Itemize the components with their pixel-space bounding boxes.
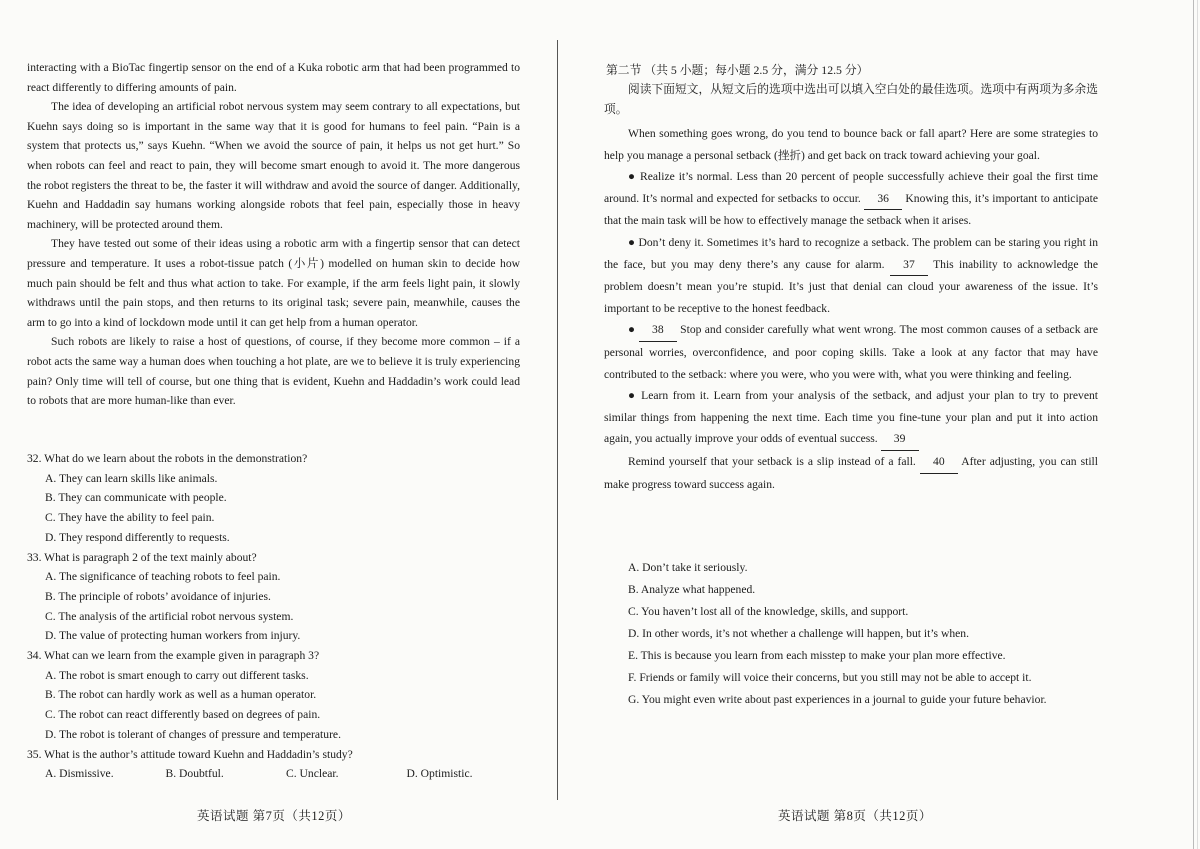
intro-paragraph: When something goes wrong, do you tend to bounce back or fall apart? Here are some strategies to help you manage a personal setback (挫折) and get back on track toward achieving your goal. [604,127,1098,162]
answer-option[interactable]: B. The principle of robots’ avoidance of injuries. [45,589,271,603]
paragraph-text: ● Realize it’s normal. Less than 20 percent of people successfully achieve their goal the first time around. It’s normal and expected for setbacks to occur. [604,170,1098,205]
blank-40[interactable]: 40 [920,451,958,474]
option-item[interactable]: D. In other words, it’s not whether a challenge will happen, but it’s when. [628,627,969,640]
option-item[interactable]: B. Analyze what happened. [628,583,756,596]
answer-option[interactable]: D. Optimistic. [406,767,473,781]
blank-37[interactable]: 37 [890,254,928,277]
blank-39[interactable]: 39 [881,428,919,451]
question-32 [27,449,527,548]
answer-option[interactable]: C. The analysis of the artificial robot nervous system. [45,609,294,623]
reading-passage [27,58,520,411]
instructions [604,80,1098,120]
paragraph-text: Stop and consider carefully what went wrong. The most common causes of a setback are personal worries, overconfidence, and poor coping skills. Take a look at any factor that may have contributed to the setback: where you were, who you were with, what you were thinking and feeling. [604,323,1098,381]
instruction-text: 阅读下面短文，从短文后的选项中选出可以填入空白处的最佳选项。选项中有两项为多余选项。 [604,83,1098,116]
answer-option[interactable]: D. The robot is tolerant of changes of pressure and temperature. [45,727,341,741]
option-item[interactable]: C. You haven’t lost all of the knowledge, skills, and support. [628,605,909,618]
paragraph-text: After adjusting, you can still make progress toward success again. [604,454,1098,491]
answer-option[interactable]: A. Dismissive. [45,767,114,781]
question-stem: 34. What can we learn from the example given in paragraph 3? [27,649,320,663]
answer-option[interactable]: A. The robot is smart enough to carry out different tasks. [45,668,309,682]
question-stem: 35. What is the author’s attitude toward Kuehn and Haddadin’s study? [27,747,353,761]
option-item[interactable]: G. You might even write about past experiences in a journal to guide your future behavior. [628,693,1047,706]
answer-option[interactable]: B. Doubtful. [165,767,224,781]
answer-option-row [27,764,527,784]
answer-option[interactable]: B. They can communicate with people. [45,491,227,505]
strategy-paragraph-4 [604,385,1098,451]
paragraph-text: Remind yourself that your setback is a slip instead of a fall. [628,454,916,468]
answer-option[interactable]: C. Unclear. [286,767,339,781]
paragraph-text: Knowing this, it’s important to anticipate that the main task will be how to effectively manage the setback when it arises. [604,191,1098,228]
question-stem: 32. What do we learn about the robots in the demonstration? [27,452,308,465]
question-33 [27,548,527,647]
passage-paragraph: Such robots are likely to raise a host of questions, of course, if they become more common – if a robot acts the same way a human does when touching a hot plate, are we to believe it is truly experiencing pain? Only time will tell of course, but one thing that is evident, Kuehn and Haddadin’s work could lead to robots that are more human-like than ever. [27,335,520,408]
page-footer: 英语试题 第8页（共12页） [778,809,932,823]
question-35 [27,745,527,784]
section-title: 第二节 （共 5 小题；每小题 2.5 分，满分 12.5 分） [606,63,869,77]
answer-option[interactable]: D. The value of protecting human workers from injury. [45,629,301,643]
option-item[interactable]: F. Friends or family will voice their concerns, but you still may not be able to accept it. [628,671,1032,684]
closing-paragraph [604,451,1098,495]
passage-paragraph: interacting with a BioTac fingertip sensor on the end of a Kuka robotic arm that had been programmed to react differently to differing amounts of pain. [27,61,520,94]
page-footer: 英语试题 第7页（共12页） [197,809,351,823]
strategy-paragraph-1 [604,166,1098,232]
answer-option[interactable]: A. The significance of teaching robots to feel pain. [45,570,281,584]
paragraph-text: ● Don’t deny it. Sometimes it’s hard to recognize a setback. The problem can be staring you right in the face, but you may deny there’s any cause for alarm. [604,235,1098,271]
question-list [27,449,527,784]
paragraph-text: This inability to acknowledge the problem doesn’t mean you’re stupid. It’s just that denial can cloud your awareness of the issue. It’s important to be receptive to the honest feedback. [604,257,1098,315]
passage-paragraph: They have tested out some of their ideas using a robotic arm with a fingertip sensor that can detect pressure and temperature. It uses a robot-tissue patch (小片) modelled on human skin to decide how much pain should be felt and thus what action to take. For example, if the arm feels light pain, it slowly withdraws until the pain stops, and then returns to its original task; severe pain, meanwhile, causes the arm to go into a kind of lockdown mode until it can get help from a human operator. [27,237,520,329]
option-item[interactable]: A. Don’t take it seriously. [628,561,748,574]
option-item[interactable]: E. This is because you learn from each misstep to make your plan more effective. [628,649,1006,662]
bullet-icon: ● [628,323,636,337]
answer-option[interactable]: C. The robot can react differently based on degrees of pain. [45,708,321,722]
passage-paragraph: The idea of developing an artificial robot nervous system may seem contrary to all expectations, but Kuehn says doing so is important in the same way that it is good for humans to feel pain. “Pain is a system that protects us,” says Kuehn. “When we avoid the source of pain, it helps us not get hurt.” So when robots can feel and react to pain, they will become smart enough to avoid it. The more dangerous the robot registers the threat to be, the faster it will withdraw and avoid the source of danger. Additionally, Kuehn and Haddadin say humans working alongside robots that feel pain, especially those in heavy machinery, will be protected around them. [27,100,520,231]
blank-36[interactable]: 36 [864,188,902,211]
option-list [628,557,1128,711]
cloze-passage [604,123,1098,495]
strategy-paragraph-3 [604,319,1098,385]
answer-option[interactable]: C. They have the ability to feel pain. [45,511,215,525]
answer-option[interactable]: A. They can learn skills like animals. [45,471,218,485]
question-stem: 33. What is paragraph 2 of the text mainly about? [27,550,257,564]
question-34 [27,646,527,745]
right-page [560,0,1200,849]
answer-option[interactable]: D. They respond differently to requests. [45,530,230,544]
paragraph-text: ● Learn from it. Learn from your analysis of the setback, and adjust your plan to try to prevent similar things from happening the next time. Each time you fine-tune your plan and put it into action again, you actually improve your odds of eventual success. [604,389,1098,446]
blank-38[interactable]: 38 [639,319,677,342]
answer-option[interactable]: B. The robot can hardly work as well as a human operator. [45,688,317,702]
strategy-paragraph-2 [604,232,1098,319]
left-page [0,0,560,849]
